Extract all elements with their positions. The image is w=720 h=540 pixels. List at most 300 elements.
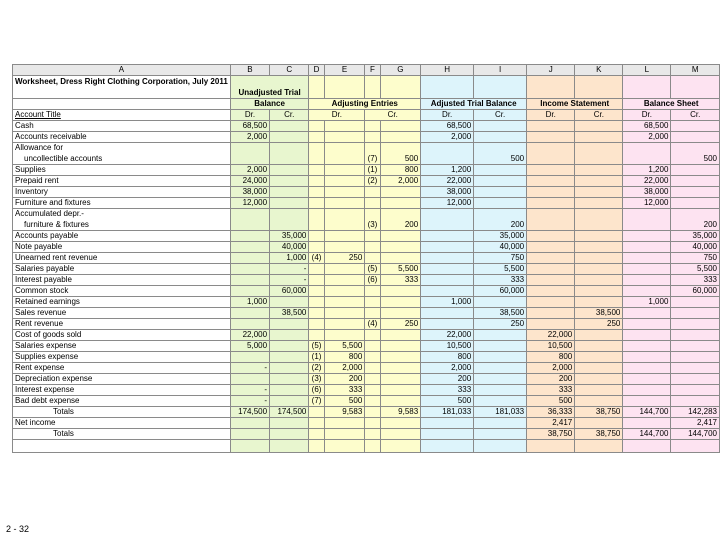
cell-is-dr: 2,000 <box>527 363 575 374</box>
cell-ae-dr-ref <box>309 198 324 209</box>
cell-ub-cr <box>270 341 309 352</box>
cell-ub-cr <box>270 374 309 385</box>
cell-ae-dr-ref: (4) <box>309 253 324 264</box>
cell-ub-dr: 2,000 <box>230 132 269 143</box>
cell-ae-cr <box>380 363 421 374</box>
cell-ae-dr <box>324 231 365 242</box>
cell-bs-cr <box>671 319 720 330</box>
account-title-header: Account Title <box>13 110 231 121</box>
cell-is-dr <box>527 253 575 264</box>
worksheet-title: Worksheet, Dress Right Clothing Corporation, July 2011 <box>13 76 231 99</box>
total-ub-cr: 174,500 <box>270 407 309 418</box>
cell-ae-cr-ref <box>365 396 380 407</box>
cell-ub-cr <box>270 121 309 132</box>
cell-bs-cr <box>671 352 720 363</box>
cell-is-dr <box>527 209 575 231</box>
cell-bs-dr <box>623 143 671 165</box>
account-name: Salaries payable <box>15 264 75 273</box>
cell-bs-cr <box>671 385 720 396</box>
empty-cell <box>309 429 324 440</box>
cell-bs-cr <box>671 198 720 209</box>
cell-ae-dr-ref <box>309 231 324 242</box>
final-total-bs-dr: 144,700 <box>623 429 671 440</box>
cell-bs-dr: 22,000 <box>623 176 671 187</box>
cell-ub-dr <box>230 143 269 165</box>
cell-atb-dr: 200 <box>421 374 474 385</box>
account-name-continued: uncollectible accounts <box>24 153 103 163</box>
cell-ae-cr: 2,000 <box>380 176 421 187</box>
account-name-cell <box>13 319 231 330</box>
cell-bs-dr: 1,200 <box>623 165 671 176</box>
account-name-cell <box>13 385 231 396</box>
account-name-cell <box>13 231 231 242</box>
cell-ub-cr <box>270 187 309 198</box>
cell-atb-cr <box>474 363 527 374</box>
account-name: Rent expense <box>15 363 65 372</box>
account-name-cell <box>13 209 231 231</box>
cell-bs-dr <box>623 286 671 297</box>
cell-atb-cr: 500 <box>474 143 527 165</box>
cell-ae-dr-ref <box>309 297 324 308</box>
empty-cell <box>365 429 380 440</box>
cell-ub-dr: 5,000 <box>230 341 269 352</box>
balance-cr-header: Cr. <box>671 110 720 121</box>
cell-ae-cr-ref: (5) <box>365 264 380 275</box>
cell-atb-cr <box>474 176 527 187</box>
adjusting-dr-header: Dr. <box>309 110 365 121</box>
account-name-cell <box>13 374 231 385</box>
account-name: Depreciation expense <box>15 374 93 383</box>
account-row <box>13 297 720 308</box>
cell-is-cr <box>575 121 623 132</box>
cell-bs-dr <box>623 209 671 231</box>
cell-ae-cr-ref: (6) <box>365 275 380 286</box>
cell-ae-dr <box>324 319 365 330</box>
empty-cell <box>324 429 365 440</box>
cell-is-cr <box>575 231 623 242</box>
account-row <box>13 264 720 275</box>
account-name: Accumulated depr.- <box>15 209 84 218</box>
column-letters-row <box>13 65 720 76</box>
account-row <box>13 165 720 176</box>
cell-is-dr: 22,000 <box>527 330 575 341</box>
total-ae-dr: 9,583 <box>324 407 365 418</box>
header-spacer-cell <box>474 76 527 99</box>
cell-ae-cr-ref <box>365 286 380 297</box>
cell-ae-cr-ref <box>365 121 380 132</box>
empty-cell <box>380 429 421 440</box>
account-name-cell <box>13 198 231 209</box>
header-spacer-cell <box>324 76 365 99</box>
cell-ub-cr <box>270 385 309 396</box>
cell-bs-dr <box>623 264 671 275</box>
account-name: Interest expense <box>15 385 75 394</box>
cell-atb-cr <box>474 165 527 176</box>
cell-ae-dr-ref <box>309 264 324 275</box>
cell-ub-cr <box>270 297 309 308</box>
cell-ae-dr <box>324 275 365 286</box>
cell-is-dr <box>527 286 575 297</box>
cell-atb-dr: 38,000 <box>421 187 474 198</box>
cell-atb-cr <box>474 132 527 143</box>
account-name-cell <box>13 275 231 286</box>
cell-atb-dr: 333 <box>421 385 474 396</box>
cell-is-cr <box>575 242 623 253</box>
cell-is-cr: 38,500 <box>575 308 623 319</box>
cell-is-cr <box>575 374 623 385</box>
cell-is-cr <box>575 363 623 374</box>
account-name: Supplies expense <box>15 352 79 361</box>
empty-cell <box>365 418 380 429</box>
cell-ae-cr-ref <box>365 363 380 374</box>
section-income-statement: Income Statement <box>527 99 623 110</box>
cell-ae-dr-ref <box>309 143 324 165</box>
cell-atb-dr: 10,500 <box>421 341 474 352</box>
cell-ae-dr <box>324 187 365 198</box>
cell-bs-cr <box>671 297 720 308</box>
account-name-continued: furniture & fixtures <box>24 219 89 229</box>
cell-bs-cr <box>671 396 720 407</box>
cell-ae-cr <box>380 385 421 396</box>
cell-ae-dr-ref <box>309 187 324 198</box>
cell-ae-cr: 200 <box>380 209 421 231</box>
final-total-is-dr: 38,750 <box>527 429 575 440</box>
unadjusted-cr-header: Cr. <box>270 110 309 121</box>
unadjusted-dr-header: Dr. <box>230 110 269 121</box>
account-name: Note payable <box>15 242 63 251</box>
section-unadjusted-line2: Balance <box>230 99 309 110</box>
cell-atb-dr: 500 <box>421 396 474 407</box>
account-name: Rent revenue <box>15 319 64 328</box>
total-ub-dr: 174,500 <box>230 407 269 418</box>
adjusted-cr-header: Cr. <box>474 110 527 121</box>
cell-is-dr: 500 <box>527 396 575 407</box>
cell-atb-dr: 22,000 <box>421 330 474 341</box>
cell-atb-cr <box>474 121 527 132</box>
cell-is-dr <box>527 308 575 319</box>
cell-is-cr <box>575 286 623 297</box>
final-totals-label: Totals <box>13 429 231 440</box>
cell-ae-cr <box>380 352 421 363</box>
cell-ub-cr: - <box>270 275 309 286</box>
account-row <box>13 319 720 330</box>
cell-ae-cr-ref <box>365 187 380 198</box>
cell-atb-dr <box>421 319 474 330</box>
cell-ae-dr <box>324 308 365 319</box>
cell-bs-dr <box>623 352 671 363</box>
cell-atb-cr: 333 <box>474 275 527 286</box>
cell-bs-cr <box>671 176 720 187</box>
title-row <box>13 76 720 99</box>
account-row <box>13 209 720 231</box>
cell-ub-dr: 12,000 <box>230 198 269 209</box>
cell-ub-cr <box>270 132 309 143</box>
cell-is-dr <box>527 187 575 198</box>
cell-bs-dr: 2,000 <box>623 132 671 143</box>
empty-cell <box>309 418 324 429</box>
cell-ae-dr-ref <box>309 209 324 231</box>
cell-ae-cr <box>380 374 421 385</box>
cell-ae-cr-ref: (4) <box>365 319 380 330</box>
cell-ae-cr: 333 <box>380 275 421 286</box>
cell-bs-cr <box>671 165 720 176</box>
total-bs-cr: 142,283 <box>671 407 720 418</box>
cell-ae-cr-ref <box>365 132 380 143</box>
header-spacer-cell <box>13 99 231 110</box>
column-letter-a: A <box>13 65 231 76</box>
cell-ae-dr: 500 <box>324 396 365 407</box>
cell-ub-dr: 24,000 <box>230 176 269 187</box>
cell-ae-dr <box>324 209 365 231</box>
cell-atb-cr <box>474 396 527 407</box>
cell-ub-dr: - <box>230 396 269 407</box>
cell-ub-cr <box>270 143 309 165</box>
cell-atb-cr: 60,000 <box>474 286 527 297</box>
empty-cell <box>380 440 421 453</box>
cell-ub-dr <box>230 308 269 319</box>
cell-ae-dr: 2,000 <box>324 363 365 374</box>
cell-bs-dr <box>623 330 671 341</box>
column-letter-e: E <box>324 65 365 76</box>
account-row <box>13 176 720 187</box>
cell-bs-cr: 750 <box>671 253 720 264</box>
cell-bs-dr: 68,500 <box>623 121 671 132</box>
section-adjusted-trial-balance: Adjusted Trial Balance <box>421 99 527 110</box>
cell-is-cr <box>575 132 623 143</box>
cell-atb-dr <box>421 308 474 319</box>
cell-ae-cr-ref: (2) <box>365 176 380 187</box>
cell-ae-cr <box>380 341 421 352</box>
empty-cell <box>230 440 269 453</box>
cell-atb-dr <box>421 264 474 275</box>
cell-atb-dr: 1,000 <box>421 297 474 308</box>
cell-bs-cr <box>671 308 720 319</box>
cell-atb-cr: 38,500 <box>474 308 527 319</box>
cell-atb-dr: 2,000 <box>421 363 474 374</box>
account-row <box>13 275 720 286</box>
cell-is-dr: 333 <box>527 385 575 396</box>
section-unadjusted-line1: Unadjusted Trial <box>230 76 309 99</box>
cell-atb-cr <box>474 374 527 385</box>
cell-ae-dr-ref <box>309 132 324 143</box>
cell-is-dr <box>527 198 575 209</box>
cell-atb-cr: 40,000 <box>474 242 527 253</box>
cell-ub-dr <box>230 231 269 242</box>
cell-ub-cr <box>270 396 309 407</box>
net-income-bs-cr: 2,417 <box>671 418 720 429</box>
cell-atb-dr: 22,000 <box>421 176 474 187</box>
account-name-cell <box>13 308 231 319</box>
cell-ub-cr <box>270 209 309 231</box>
cell-bs-cr: 200 <box>671 209 720 231</box>
cell-ub-dr <box>230 374 269 385</box>
cell-bs-dr <box>623 363 671 374</box>
cell-ae-dr-ref <box>309 330 324 341</box>
account-row <box>13 286 720 297</box>
cell-atb-dr: 1,200 <box>421 165 474 176</box>
cell-ae-dr-ref: (7) <box>309 396 324 407</box>
cell-ae-cr: 500 <box>380 143 421 165</box>
cell-atb-dr <box>421 231 474 242</box>
cell-atb-dr <box>421 275 474 286</box>
cell-ub-dr: 1,000 <box>230 297 269 308</box>
cell-ae-cr-ref <box>365 231 380 242</box>
cell-ae-cr <box>380 187 421 198</box>
empty-cell <box>575 418 623 429</box>
total-is-dr: 36,333 <box>527 407 575 418</box>
cell-ae-cr-ref: (1) <box>365 165 380 176</box>
cell-is-cr <box>575 187 623 198</box>
cell-bs-dr <box>623 275 671 286</box>
total-ae-cr: 9,583 <box>380 407 421 418</box>
cell-ae-cr <box>380 396 421 407</box>
cell-ae-cr <box>380 198 421 209</box>
totals-label: Totals <box>13 407 231 418</box>
account-name: Supplies <box>15 165 46 174</box>
empty-cell <box>421 429 474 440</box>
cell-is-dr: 800 <box>527 352 575 363</box>
balance-dr-header: Dr. <box>623 110 671 121</box>
cell-atb-cr: 250 <box>474 319 527 330</box>
header-spacer-cell <box>671 76 720 99</box>
cell-ub-cr: 35,000 <box>270 231 309 242</box>
cell-ub-dr <box>230 286 269 297</box>
cell-ub-dr <box>230 352 269 363</box>
empty-cell <box>324 440 365 453</box>
cell-is-cr <box>575 396 623 407</box>
cell-is-cr <box>575 264 623 275</box>
cell-is-cr <box>575 385 623 396</box>
adjusting-cr-header: Cr. <box>365 110 421 121</box>
cell-ae-dr <box>324 297 365 308</box>
cell-ae-dr <box>324 286 365 297</box>
empty-cell <box>230 418 269 429</box>
account-row <box>13 132 720 143</box>
column-letter-i: I <box>474 65 527 76</box>
account-name: Cost of goods sold <box>15 330 82 339</box>
cell-bs-cr <box>671 187 720 198</box>
cell-is-cr <box>575 209 623 231</box>
empty-cell <box>380 418 421 429</box>
cell-bs-dr <box>623 308 671 319</box>
cell-ub-cr <box>270 176 309 187</box>
column-letter-k: K <box>575 65 623 76</box>
account-row <box>13 242 720 253</box>
cell-atb-cr <box>474 341 527 352</box>
final-total-is-cr: 38,750 <box>575 429 623 440</box>
cell-is-dr <box>527 275 575 286</box>
cell-ae-dr-ref <box>309 308 324 319</box>
cell-is-cr <box>575 176 623 187</box>
cell-ub-dr <box>230 253 269 264</box>
cell-ub-dr: 68,500 <box>230 121 269 132</box>
cell-bs-cr: 5,500 <box>671 264 720 275</box>
account-name-cell <box>13 143 231 165</box>
filler-row <box>13 440 720 453</box>
total-is-cr: 38,750 <box>575 407 623 418</box>
cell-is-dr <box>527 264 575 275</box>
cell-ae-cr <box>380 297 421 308</box>
account-name-cell <box>13 297 231 308</box>
empty-cell <box>365 440 380 453</box>
account-name-cell <box>13 396 231 407</box>
cell-atb-dr: 68,500 <box>421 121 474 132</box>
account-row <box>13 231 720 242</box>
cell-ub-cr <box>270 165 309 176</box>
total-bs-dr: 144,700 <box>623 407 671 418</box>
cell-ae-dr-ref: (2) <box>309 363 324 374</box>
cell-ae-dr <box>324 242 365 253</box>
cell-is-cr <box>575 143 623 165</box>
cell-atb-dr <box>421 209 474 231</box>
cell-bs-dr: 38,000 <box>623 187 671 198</box>
account-name-cell <box>13 121 231 132</box>
empty-cell <box>474 418 527 429</box>
column-letter-g: G <box>380 65 421 76</box>
account-name-cell <box>13 330 231 341</box>
empty-cell <box>270 429 309 440</box>
account-row <box>13 308 720 319</box>
cell-ae-cr <box>380 231 421 242</box>
cell-bs-cr: 60,000 <box>671 286 720 297</box>
cell-ae-dr: 200 <box>324 374 365 385</box>
cell-bs-dr <box>623 253 671 264</box>
empty-cell <box>474 429 527 440</box>
column-letter-h: H <box>421 65 474 76</box>
cell-ub-cr <box>270 352 309 363</box>
account-name: Common stock <box>15 286 69 295</box>
cell-ae-dr-ref: (3) <box>309 374 324 385</box>
final-totals-row <box>13 429 720 440</box>
cell-ae-cr <box>380 132 421 143</box>
cell-ae-cr-ref <box>365 385 380 396</box>
account-row <box>13 352 720 363</box>
account-name: Interest payable <box>15 275 72 284</box>
cell-ae-cr <box>380 253 421 264</box>
cell-is-dr <box>527 121 575 132</box>
cell-ae-dr <box>324 121 365 132</box>
cell-ub-cr <box>270 319 309 330</box>
cell-bs-dr: 12,000 <box>623 198 671 209</box>
empty-cell <box>527 440 575 453</box>
empty-cell <box>270 440 309 453</box>
cell-atb-cr: 5,500 <box>474 264 527 275</box>
account-row <box>13 396 720 407</box>
net-income-is-dr: 2,417 <box>527 418 575 429</box>
cell-atb-dr: 12,000 <box>421 198 474 209</box>
cell-is-dr <box>527 176 575 187</box>
cell-is-cr: 250 <box>575 319 623 330</box>
cell-ae-dr <box>324 132 365 143</box>
account-name: Retained earnings <box>15 297 80 306</box>
cell-bs-dr: 1,000 <box>623 297 671 308</box>
account-name-cell <box>13 363 231 374</box>
cell-ae-cr-ref <box>365 330 380 341</box>
cell-ae-cr <box>380 242 421 253</box>
dr-cr-header-row <box>13 110 720 121</box>
account-name-cell <box>13 132 231 143</box>
cell-is-dr: 10,500 <box>527 341 575 352</box>
empty-cell <box>671 440 720 453</box>
cell-atb-cr <box>474 198 527 209</box>
cell-atb-dr <box>421 286 474 297</box>
cell-ae-dr <box>324 176 365 187</box>
cell-is-dr <box>527 132 575 143</box>
empty-cell <box>623 418 671 429</box>
cell-ae-cr <box>380 330 421 341</box>
worksheet-body <box>13 65 720 453</box>
cell-ae-dr: 333 <box>324 385 365 396</box>
